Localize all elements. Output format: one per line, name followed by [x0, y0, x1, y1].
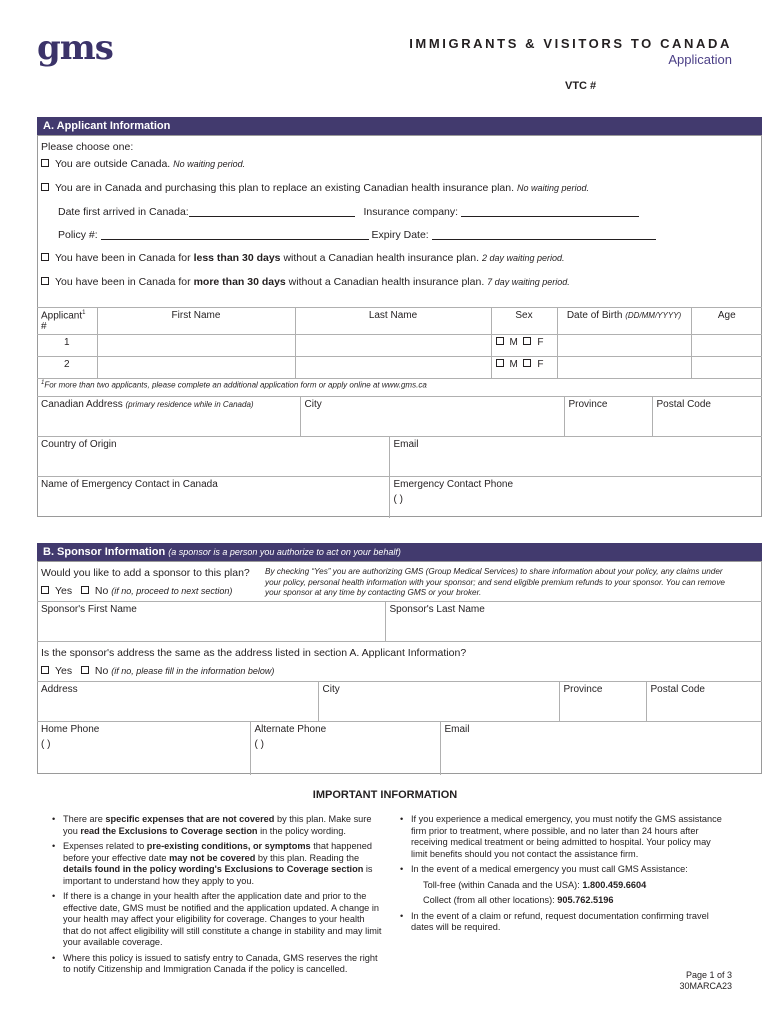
sponsor-phone-row: [37, 722, 762, 775]
vtc-label: VTC #: [565, 80, 597, 92]
collect-number[interactable]: 905.762.5196: [557, 895, 614, 905]
same-address-yes-no: Yes No (if no, please fill in the information below): [41, 665, 274, 677]
sponsor-address-table: [37, 681, 762, 722]
last-name-cell[interactable]: [295, 335, 491, 357]
important-left-column: [50, 814, 382, 980]
applicant-table-header: [37, 308, 762, 335]
list-item: • Where this policy is issued to satisfy entry to Canada, GMS reserves the right to notify Citizenship and Immigration Canada if the policy is cancelled.: [50, 953, 382, 976]
tollfree-number[interactable]: 1.800.459.6604: [582, 879, 647, 890]
emergency-contact-phone-field[interactable]: Emergency Contact Phone ( ): [389, 477, 762, 518]
form-subtitle: Application: [668, 52, 732, 67]
age-col-header: Age: [691, 308, 762, 335]
sponsor-phone-table: [37, 721, 762, 775]
collect-line: Collect (from all other locations): 905.762.5196: [423, 895, 614, 905]
page-number: Page 1 of 3: [685, 970, 732, 980]
female-checkbox[interactable]: [523, 337, 531, 345]
important-right-column: [398, 814, 724, 938]
email-field[interactable]: Email: [389, 437, 762, 477]
sponsor-last-name-field[interactable]: Sponsor's Last Name: [385, 602, 762, 642]
sponsor-yes-no: Yes No (if no, proceed to next section): [41, 585, 232, 597]
sponsor-question: Would you like to add a sponsor to this plan?: [41, 567, 250, 579]
list-item: • If you experience a medical emergency, you must notify the GMS assistance firm prior to treatment, where possible, and no later than 24 hours after receiving medical treatment or being admitted to hospital. Your policy may limit benefits should you not contact the assistance firm.: [398, 814, 724, 860]
canadian-address-field[interactable]: Canadian Address (primary residence while in Canada): [37, 397, 300, 437]
country-of-origin-field[interactable]: Country of Origin: [37, 437, 389, 477]
sponsor-no-checkbox[interactable]: [81, 586, 89, 594]
list-item: • Expenses related to pre-existing conditions, or symptoms that happened before your effective date may not be covered by this plan. Reading the details found in the policy wording's Exclusions to Coverage section is important to understand how they apply to you.: [50, 841, 382, 887]
sex-cell: M F: [491, 357, 557, 379]
address-table: [37, 396, 762, 437]
important-info-title: IMPORTANT INFORMATION: [312, 789, 458, 801]
sponsor-address-row: [37, 682, 762, 722]
sponsor-city-field[interactable]: City: [318, 682, 559, 722]
female-checkbox[interactable]: [523, 359, 531, 367]
emergency-contact-name-field[interactable]: Name of Emergency Contact in Canada: [37, 477, 389, 518]
home-phone-field[interactable]: Home Phone ( ): [37, 722, 250, 775]
first-name-col-header: First Name: [97, 308, 295, 335]
postal-code-field[interactable]: Postal Code: [652, 397, 762, 437]
sponsor-name-row: [37, 602, 762, 642]
table-row: [37, 335, 762, 357]
sponsor-province-field[interactable]: Province: [559, 682, 646, 722]
insurance-company-field[interactable]: [461, 207, 639, 217]
male-checkbox[interactable]: [496, 359, 504, 367]
city-field[interactable]: City: [300, 397, 564, 437]
last-name-cell[interactable]: [295, 357, 491, 379]
sex-cell: M F: [491, 335, 557, 357]
option-replace-plan: You are in Canada and purchasing this plan to replace an existing Canadian health insurance plan. No waiting period.: [41, 182, 589, 194]
list-item: • In the event of a medical emergency you must call GMS Assistance:: [398, 864, 724, 876]
date-arrived-field[interactable]: [189, 207, 355, 217]
list-item: • There are specific expenses that are not covered by this plan. Make sure you read the Exclusions to Coverage section in the policy wording.: [50, 814, 382, 837]
applicant-number: 2: [37, 357, 97, 379]
same-address-no-checkbox[interactable]: [81, 666, 89, 674]
form-code: 30MARCA23: [679, 981, 732, 991]
page-footer: [679, 970, 732, 992]
last-name-col-header: Last Name: [295, 308, 491, 335]
sponsor-postal-code-field[interactable]: Postal Code: [646, 682, 762, 722]
age-cell[interactable]: [691, 335, 762, 357]
tollfree-line: Toll-free (within Canada and the USA): 1.800.459.6604: [423, 879, 647, 890]
choose-label: Please choose one:: [41, 141, 134, 153]
emergency-row: [37, 477, 762, 518]
dob-cell[interactable]: [557, 357, 691, 379]
origin-table: [37, 436, 762, 518]
sex-col-header: Sex: [491, 308, 557, 335]
section-a-heading: A. Applicant Information: [37, 117, 762, 135]
applicant-number: 1: [37, 335, 97, 357]
option-more-30: You have been in Canada for more than 30 days without a Canadian health insurance plan. 7 day waiting period.: [41, 276, 570, 288]
less-30-checkbox[interactable]: [41, 253, 49, 261]
dob-col-header: Date of Birth (DD/MM/YYYY): [557, 308, 691, 335]
policy-number-field[interactable]: [101, 230, 369, 240]
applicant-table: [37, 307, 762, 379]
alternate-phone-field[interactable]: Alternate Phone ( ): [250, 722, 440, 775]
origin-row: [37, 437, 762, 477]
form-title: IMMIGRANTS & VISITORS TO CANADA: [409, 36, 732, 51]
province-field[interactable]: Province: [564, 397, 652, 437]
option-less-30: You have been in Canada for less than 30 days without a Canadian health insurance plan. 2 day waiting period.: [41, 252, 565, 264]
section-b-heading: B. Sponsor Information (a sponsor is a person you authorize to act on your behalf): [37, 543, 762, 561]
list-item: • If there is a change in your health after the application date and prior to the effective date, GMS must be notified and the application updated. A change in your health may affect your eligibility for coverage. Changes to your health that do not affect eligibility will still constitute a change in stability and may limit your available coverage.: [50, 891, 382, 949]
sponsor-consent: By checking “Yes” you are authorizing GMS (Group Medical Services) to share information about your policy, any claims under your policy, personal health information with your sponsor; and send eligible premium refunds to your sponsor. You can remove your sponsor at any time by contacting GMS or your broker.: [265, 567, 725, 597]
date-arrived-row: Date first arrived in Canada: Insurance company:: [58, 206, 639, 218]
sponsor-name-table: [37, 601, 762, 642]
same-address-yes-checkbox[interactable]: [41, 666, 49, 674]
applicant-col-header: Applicant$^1$ #: [37, 308, 97, 335]
more-30-checkbox[interactable]: [41, 277, 49, 285]
sponsor-email-field[interactable]: Email: [440, 722, 762, 775]
policy-row: Policy #: Expiry Date:: [58, 229, 656, 241]
canadian-address-row: [37, 397, 762, 437]
sponsor-first-name-field[interactable]: Sponsor's First Name: [37, 602, 385, 642]
replace-plan-checkbox[interactable]: [41, 183, 49, 191]
same-address-question: Is the sponsor's address the same as the address listed in section A. Applicant Information?: [41, 647, 467, 659]
male-checkbox[interactable]: [496, 337, 504, 345]
age-cell[interactable]: [691, 357, 762, 379]
expiry-date-field[interactable]: [432, 230, 656, 240]
applicant-footnote: $^1$For more than two applicants, please complete an additional application form or apply online at www.gms.ca: [41, 380, 427, 390]
option-outside-canada: You are outside Canada. No waiting period.: [41, 158, 245, 170]
sponsor-address-field[interactable]: Address: [37, 682, 318, 722]
outside-canada-checkbox[interactable]: [41, 159, 49, 167]
sponsor-yes-checkbox[interactable]: [41, 586, 49, 594]
first-name-cell[interactable]: [97, 357, 295, 379]
list-item: • In the event of a claim or refund, request documentation confirming travel dates will be required.: [398, 911, 724, 934]
gms-logo: gms: [37, 28, 113, 68]
first-name-cell[interactable]: [97, 335, 295, 357]
table-row: [37, 357, 762, 379]
dob-cell[interactable]: [557, 335, 691, 357]
